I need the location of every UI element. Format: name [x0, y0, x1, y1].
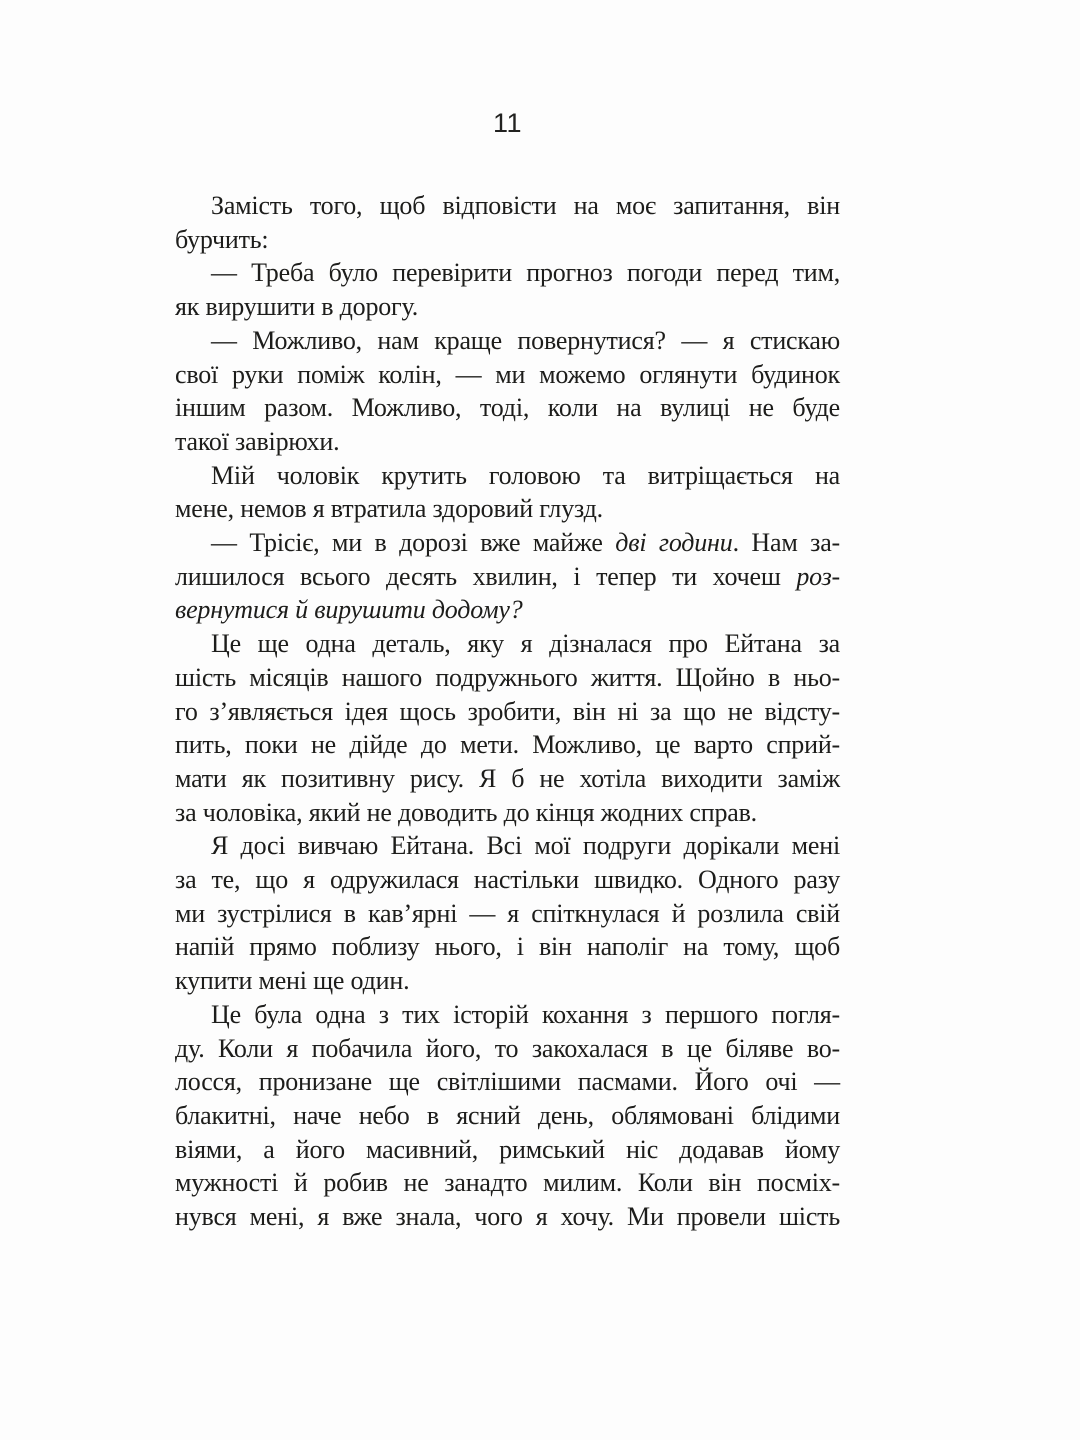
text-line — [175, 593, 840, 627]
text-line — [175, 762, 840, 796]
paragraph — [175, 459, 840, 526]
text-line — [175, 1032, 840, 1066]
text-segment: . Нам за- — [732, 528, 840, 558]
text-line — [175, 1099, 840, 1133]
text-segment: Це ще одна деталь, яку я дізналася про Ейтана за — [211, 629, 840, 659]
body-text — [175, 189, 840, 1234]
text-line — [175, 1065, 840, 1099]
text-line — [175, 829, 840, 863]
text-segment: бурчить: — [175, 224, 269, 254]
paragraph — [175, 189, 840, 256]
text-segment: купити мені ще один. — [175, 966, 410, 996]
text-segment: го з’являється ідея щось зробити, він ні за що не відсту- — [175, 696, 840, 726]
text-segment: лишилося всього десять хвилин, і тепер ти хочеш — [175, 561, 797, 591]
text-segment: Я досі вивчаю Ейтана. Всі мої подруги дорікали мені — [211, 831, 840, 861]
paragraph — [175, 256, 840, 323]
text-line — [175, 1166, 840, 1200]
text-line — [175, 425, 840, 459]
text-line — [175, 189, 840, 223]
text-line — [175, 358, 840, 392]
text-line — [175, 796, 840, 830]
text-line — [175, 728, 840, 762]
text-segment: ду. Коли я побачила його, то закохалася в це біляве во- — [175, 1033, 840, 1063]
text-line — [175, 627, 840, 661]
text-segment: — Треба було перевірити прогноз погоди перед тим, — [211, 258, 840, 288]
text-segment: ми зустрілися в кав’ярні — я спіткнулася й розлила свій — [175, 898, 840, 928]
text-line — [175, 998, 840, 1032]
text-segment: за чоловіка, який не доводить до кінця жодних справ. — [175, 797, 757, 827]
text-line — [175, 897, 840, 931]
text-line — [175, 223, 840, 257]
paragraph — [175, 526, 840, 627]
text-segment: іншим разом. Можливо, тоді, коли на вулиці не буде — [175, 393, 840, 423]
paragraph — [175, 829, 840, 998]
text-segment: свої руки поміж колін, — ми можемо оглянути будинок — [175, 359, 840, 389]
text-line — [175, 526, 840, 560]
italic-text-segment: вернутися й вирушити додому? — [175, 595, 523, 625]
paragraph — [175, 627, 840, 829]
paragraph — [175, 998, 840, 1234]
text-segment: Замість того, щоб відповісти на моє запитання, він — [211, 191, 840, 220]
text-segment: нувся мені, я вже знала, чого я хочу. Ми провели шість — [175, 1202, 840, 1232]
text-segment: мати як позитивну рису. Я б не хотіла виходити заміж — [175, 763, 840, 793]
text-line — [175, 290, 840, 324]
page-number: 11 — [492, 108, 523, 138]
text-segment: шість місяців нашого подружнього життя. Щойно в ньо- — [175, 662, 840, 692]
text-segment: мужності й робив не занадто милим. Коли він посміх- — [175, 1168, 840, 1198]
text-segment: мене, немов я втратила здоровий глузд. — [175, 494, 603, 524]
text-line — [175, 1200, 840, 1234]
text-line — [175, 661, 840, 695]
text-segment: як вирушити в дорогу. — [175, 292, 419, 322]
text-segment: за те, що я одружилася настільки швидко. Одного разу — [175, 865, 840, 895]
italic-text-segment: дві години — [615, 528, 733, 558]
paragraph — [175, 324, 840, 459]
text-line — [175, 930, 840, 964]
text-line — [175, 1133, 840, 1167]
text-line — [175, 459, 840, 493]
text-line — [175, 863, 840, 897]
text-line — [175, 256, 840, 290]
text-segment: Це була одна з тих історій кохання з першого погля- — [211, 999, 840, 1029]
text-line — [175, 964, 840, 998]
text-segment: лосся, пронизане ще світлішими пасмами. Його очі — — [175, 1067, 840, 1097]
text-segment: пить, поки не дійде до мети. Можливо, це варто сприй- — [175, 730, 840, 760]
text-line — [175, 560, 840, 594]
text-segment: такої завірюхи. — [175, 426, 340, 456]
italic-text-segment: роз- — [796, 561, 840, 591]
text-line — [175, 492, 840, 526]
text-segment: — Трісіє, ми в дорозі вже майже — [211, 528, 616, 558]
text-segment: блакитні, наче небо в ясний день, облямовані блідими — [175, 1100, 840, 1130]
text-line — [175, 391, 840, 425]
text-segment: Мій чоловік крутить головою та витріщається на — [211, 460, 840, 490]
text-line — [175, 695, 840, 729]
text-line — [175, 324, 840, 358]
text-segment: напій прямо поблизу нього, і він наполіг на тому, щоб — [175, 932, 840, 962]
text-segment: — Можливо, нам краще повернутися? — я стискаю — [211, 325, 840, 355]
text-segment: віями, а його масивний, римський ніс додавав йому — [175, 1134, 840, 1164]
